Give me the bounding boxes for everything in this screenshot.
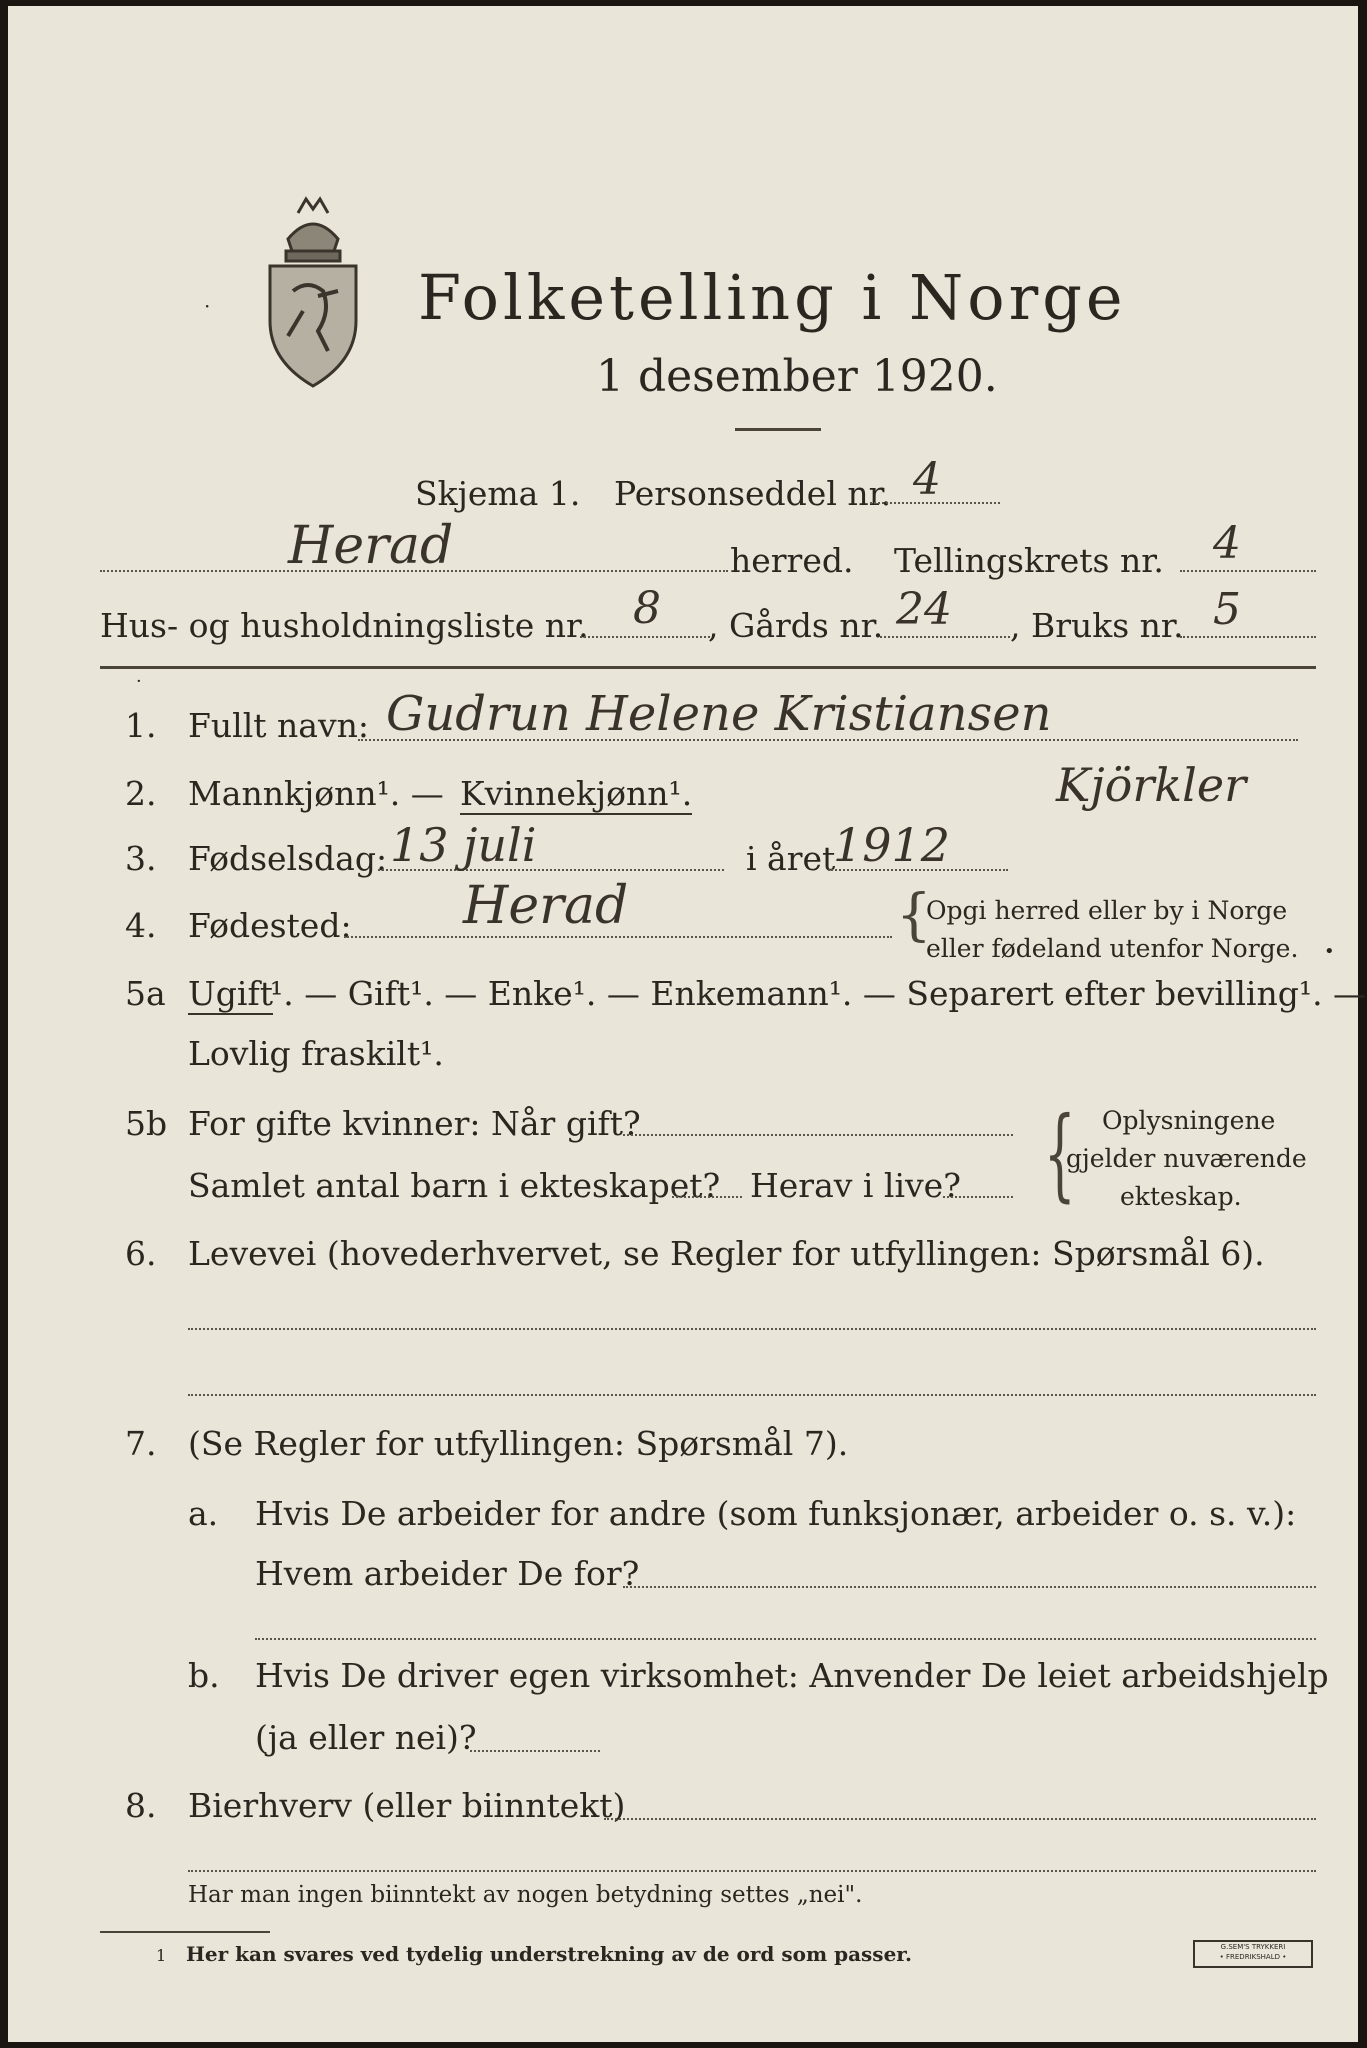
q2-label-female: Kvinnekjønn¹. [460,774,693,813]
q5a-line2: Lovlig fraskilt¹. [188,1034,444,1073]
q2-label-male: Mannkjønn¹. — [188,774,444,813]
footnote: Her kan svares ved tydelig understrekning av de ord som passer. [186,1942,912,1966]
hus-value: 8 [633,583,661,634]
q5b-label-2: Samlet antal barn i ekteskapet? [188,1166,721,1205]
personseddel-value: 4 [913,454,941,505]
q7-label: (Se Regler for utfyllingen: Spørsmål 7). [188,1424,849,1463]
q7a-label: Hvis De arbeider for andre (som funksjonær, arbeider o. s. v.): [255,1494,1297,1533]
q5b-note-3: ekteskap. [1120,1182,1242,1211]
gards-value: 24 [896,584,952,635]
q7b-label-2: (ja eller nei)? [255,1718,477,1757]
q7b-label: Hvis De driver egen virksomhet: Anvender De leiet arbeidshjelp [255,1656,1329,1695]
gards-label: , Gårds nr. [708,606,884,645]
coat-of-arms-icon [258,191,368,391]
footer-note: Har man ingen biinntekt av nogen betydning settes „nei". [188,1882,863,1908]
q3-label: Fødselsdag: [188,839,388,878]
birth-year-value: 1912 [833,818,951,872]
q5b-label-3: Herav i live? [750,1166,961,1205]
page-title: Folketelling i Norge [418,261,1127,334]
hus-label: Hus- og husholdningsliste nr. [100,606,589,645]
q5b-note-1: Oplysningene [1102,1106,1276,1135]
q4-label: Fødested: [188,906,352,945]
q4-note-2: eller fødeland utenfor Norge. [926,934,1299,963]
herred-value: Herad [288,516,454,576]
skjema-label: Skjema 1. [415,474,581,513]
q7a-label-2: Hvem arbeider De for? [255,1554,640,1593]
q5b-label-1: For gifte kvinner: Når gift? [188,1104,641,1143]
q4-note-1: Opgi herred eller by i Norge [926,896,1288,925]
bruks-value: 5 [1213,584,1241,635]
q5b-note-2: gjelder nuværende [1066,1144,1307,1173]
census-form: · Folketelling i Norge 1 desember 1920. Skjema 1. Personseddel nr. 4 Herad herred. Tellingskrets nr. 4 Hus- og husholdningsliste nr. 8 , Gårds nr. 24 , Bruks nr. 5 · 1. Fullt navn: Gudrun Helene Kristiansen 2. Mannkjønn¹. — Kvinnekjønn¹. Kjörkler 3. Fødselsdag: 13 juli i året 1912 4. Fødested: Herad { Opgi herred eller by i Norge eller fødeland utenfor Norge. • 5a Ugift ¹. — Gift¹. — Enke¹. — Enkemann¹. — Separert efter bevilling¹. — Lovlig fraskilt¹. 5b For gifte kvinner: Når gift? Samlet antal barn i ekteskapet? Herav i live? { Oplysningene gjelder nuværende ekteskap. 6. Levevei (hovederhvervet, se Regler for utfyllingen: Spørsmål 6). 7. (Se Regler for utfyllingen: Spørsmål 7). a. Hvis De arbeider for andre (som funksjonær, arbeider o. s. v.): Hvem arbeider De for? b. Hvis De driver egen virksomhet: Anvender De leiet arbeidshjelp (ja eller nei)? 8. Bierhverv (eller biinntekt) Har man ingen biinntekt av nogen betydning settes „nei". 1 Her kan svares ved tydelig understrekning av de ord som passer. G.SEM'S TRYKKERI • FREDRIKSHALD • [8,6,1358,2042]
herred-label: herred. [730,541,854,580]
footnote-mark: 1 [156,1946,167,1965]
full-name-value: Gudrun Helene Kristiansen [386,686,1052,742]
bruks-label: , Bruks nr. [1010,606,1184,645]
birthday-value: 13 juli [390,818,537,872]
q1-label: Fullt navn: [188,706,369,745]
q5a-options: ¹. — Gift¹. — Enke¹. — Enkemann¹. — Separert efter bevilling¹. — [270,974,1367,1013]
q8-label: Bierhverv (eller biinntekt) [188,1786,626,1825]
printer-mark: G.SEM'S TRYKKERI • FREDRIKSHALD • [1193,1940,1313,1968]
census-date: 1 desember 1920. [596,351,998,402]
q3-year-label: i året [746,839,836,878]
tellingskrets-label: Tellingskrets nr. [894,541,1164,580]
tellingskrets-value: 4 [1213,518,1241,569]
q6-label: Levevei (hovederhvervet, se Regler for utfyllingen: Spørsmål 6). [188,1234,1265,1273]
q2-extra-note: Kjörkler [1056,758,1247,812]
birthplace-value: Herad [463,876,629,936]
personseddel-label: Personseddel nr. [614,474,892,513]
q5a-ugift: Ugift [188,974,273,1013]
